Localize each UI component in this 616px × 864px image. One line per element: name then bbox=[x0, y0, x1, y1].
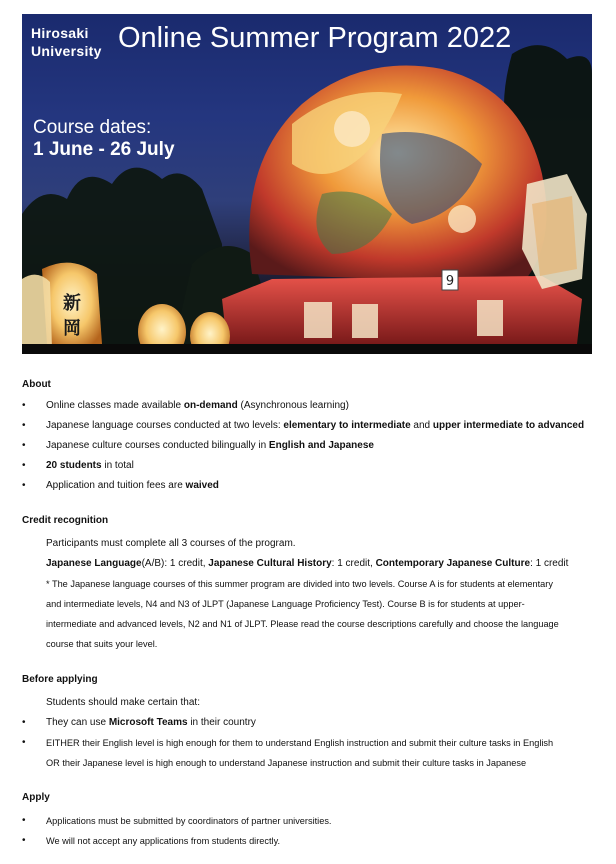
course-name: Japanese Language bbox=[46, 558, 142, 569]
bullet: • bbox=[22, 717, 26, 728]
apply-item-text: We will not accept any applications from students directly. bbox=[46, 836, 281, 846]
before-section bbox=[22, 673, 594, 773]
before-intro: Students should make certain that: bbox=[46, 697, 200, 708]
bullet: • bbox=[22, 440, 26, 451]
before-item-bold: Microsoft Teams bbox=[108, 717, 188, 728]
credit-note-line: intermediate and advanced levels, N2 and N1 of JLPT. Please read the course descriptions carefully and choose the language bbox=[46, 619, 559, 629]
bullet: • bbox=[22, 737, 26, 748]
credit-intro: Participants must complete all 3 courses of the program. bbox=[46, 538, 296, 549]
about-item bbox=[22, 419, 594, 433]
nebuta-festival-photo bbox=[22, 14, 592, 354]
bullet: • bbox=[22, 420, 26, 431]
university-name bbox=[31, 24, 102, 60]
dates-range: 1 June - 26 July bbox=[33, 139, 175, 160]
credit-heading: Credit recognition bbox=[22, 515, 109, 526]
credit-note-line: and intermediate levels, N4 and N3 of JLPT (Japanese Language Proficiency Test). Course B is for students at upper- bbox=[46, 599, 525, 609]
about-heading: About bbox=[22, 379, 51, 390]
credit-note-line: course that suits your level. bbox=[46, 639, 158, 649]
about-item-bold: 20 students bbox=[46, 460, 102, 471]
about-item-text: and bbox=[410, 420, 433, 431]
university-line-1: Hirosaki bbox=[31, 25, 89, 41]
bullet: • bbox=[22, 815, 26, 826]
about-item-bold: elementary to intermediate bbox=[283, 420, 411, 431]
about-item bbox=[22, 439, 594, 453]
about-item-text: Japanese culture courses conducted bilingually in bbox=[46, 440, 269, 451]
university-line-2: University bbox=[31, 43, 102, 59]
bullet: • bbox=[22, 460, 26, 471]
before-item-text: in their country bbox=[187, 717, 256, 728]
credit-section bbox=[22, 514, 594, 654]
course-name: Contemporary Japanese Culture bbox=[375, 558, 531, 569]
before-item bbox=[22, 713, 594, 733]
credit-courses bbox=[22, 554, 594, 574]
about-item-text: Online classes made available bbox=[46, 400, 184, 411]
before-item-continuation: OR their Japanese level is high enough to understand Japanese instruction and submit their culture tasks in Japanese bbox=[46, 758, 527, 768]
before-item bbox=[22, 733, 594, 753]
about-item-text: Application and tuition fees are bbox=[46, 480, 186, 491]
about-item-bold: English and Japanese bbox=[268, 440, 374, 451]
course-name: Japanese Cultural History bbox=[208, 558, 332, 569]
before-heading: Before applying bbox=[22, 674, 98, 685]
apply-section bbox=[22, 791, 594, 851]
about-item-text: (Asynchronous learning) bbox=[237, 400, 349, 411]
bullet: • bbox=[22, 480, 26, 491]
about-item-bold: waived bbox=[185, 480, 219, 491]
course-credit: : 1 credit bbox=[530, 558, 569, 569]
about-item-text: in total bbox=[101, 460, 134, 471]
credit-note-line: * The Japanese language courses of this summer program are divided into two levels. Course A is for students at elementary bbox=[46, 579, 553, 589]
lantern-kanji-2: 岡 bbox=[63, 318, 81, 339]
course-credit: : 1 credit, bbox=[331, 558, 376, 569]
lantern-kanji-1: 新 bbox=[63, 293, 81, 314]
about-item bbox=[22, 459, 594, 473]
before-item-text: They can use bbox=[46, 717, 109, 728]
bullet: • bbox=[22, 835, 26, 846]
course-credit: (A/B): 1 credit, bbox=[141, 558, 209, 569]
before-item-text: EITHER their English level is high enough for them to understand English instruction and submit their culture tasks in English bbox=[46, 738, 554, 748]
apply-item-text: Applications must be submitted by coordinators of partner universities. bbox=[46, 816, 332, 826]
program-title: Online Summer Program 2022 bbox=[118, 22, 512, 54]
about-item bbox=[22, 399, 594, 413]
about-item-bold: upper intermediate to advanced bbox=[432, 420, 585, 431]
apply-item bbox=[22, 831, 594, 851]
apply-heading: Apply bbox=[22, 792, 50, 803]
apply-item bbox=[22, 811, 594, 831]
about-item-bold: on-demand bbox=[183, 400, 238, 411]
hero-banner bbox=[22, 14, 592, 354]
about-item bbox=[22, 479, 594, 493]
bullet: • bbox=[22, 400, 26, 411]
about-section bbox=[22, 378, 594, 493]
course-dates bbox=[33, 117, 175, 161]
dates-label: Course dates: bbox=[33, 117, 152, 138]
float-number: 9 bbox=[445, 274, 455, 289]
about-item-text: Japanese language courses conducted at two levels: bbox=[46, 420, 284, 431]
